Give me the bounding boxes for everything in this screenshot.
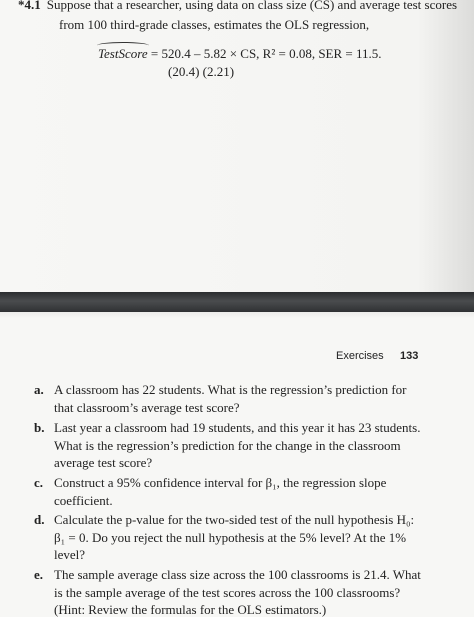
standard-errors: (20.4) (2.21) xyxy=(168,64,235,79)
page-number: 133 xyxy=(400,350,419,362)
hat-accent xyxy=(97,42,149,49)
exercise-item-e xyxy=(34,566,424,619)
exercise-item-a xyxy=(34,381,424,416)
problem-text-line-1: Suppose that a researcher, using data on class size (CS) and average test scores xyxy=(46,0,458,12)
exercise-item-c xyxy=(34,474,424,509)
item-text: Construct a 95% confidence interval for β₁, the regression slope coefficient. xyxy=(54,475,387,508)
item-text: A classroom has 22 students. What is the regression’s prediction for that classroom’s average test score? xyxy=(54,382,407,415)
item-label: a. xyxy=(34,382,44,397)
upper-page xyxy=(0,0,474,292)
problem-text-line-2: from 100 third-grade classes, estimates the OLS regression, xyxy=(59,17,370,32)
problem-statement-line-1 xyxy=(18,0,474,13)
item-text: Last year a classroom had 19 students, and this year it has 23 students. What is the regression’s prediction for the change in the classroom average test score? xyxy=(54,420,421,470)
item-text: Calculate the p-value for the two-sided test of the null hypothesis H₀: β₁ = 0. Do you reject the null hypothesis at the 5% level? At the 1% level? xyxy=(54,512,415,562)
running-header-section: Exercises xyxy=(336,350,384,362)
regression-equation xyxy=(98,46,382,62)
equation-lhs xyxy=(98,46,148,62)
problem-number: *4.1 xyxy=(18,0,41,12)
item-label: b. xyxy=(34,420,45,435)
item-text: The sample average class size across the 100 classrooms is 21.4. What is the sample average of the test scores across the 100 classrooms? (Hint: Review the formulas for the OLS estimators.) xyxy=(54,567,421,617)
equation-lhs-text: TestScore xyxy=(98,46,148,61)
item-label: d. xyxy=(34,512,45,527)
exercise-item-d xyxy=(34,511,424,564)
page-top-shadow xyxy=(0,312,474,318)
page-divider xyxy=(0,292,474,312)
item-label: c. xyxy=(34,475,44,490)
item-label: e. xyxy=(34,567,44,582)
equation-rhs: = 520.4 – 5.82 × CS, R² = 0.08, SER = 11.5. xyxy=(150,46,382,61)
exercise-item-b xyxy=(34,419,424,472)
